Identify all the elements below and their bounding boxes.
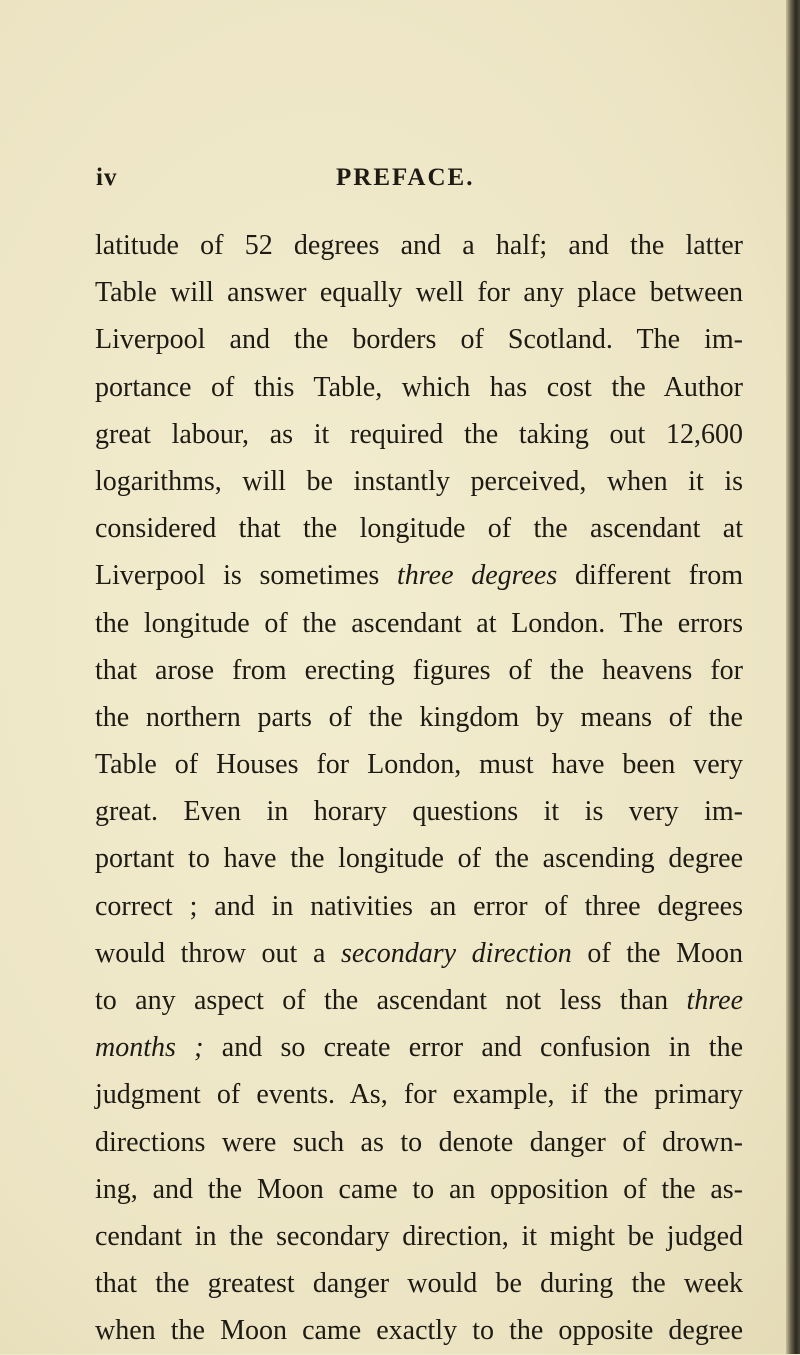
text-line xyxy=(95,458,743,505)
text-segment: to any aspect of the ascendant not less than xyxy=(95,985,687,1016)
text-line xyxy=(95,835,743,882)
text-segment: when the Moon came exactly to the opposite degree xyxy=(95,1315,743,1347)
text-segment: that the greatest danger would be during the week xyxy=(95,1268,743,1300)
page-number: iv xyxy=(96,164,118,191)
text-line xyxy=(95,222,743,269)
text-line xyxy=(95,1166,743,1213)
text-line xyxy=(95,694,743,741)
text-line xyxy=(95,364,743,411)
text-line xyxy=(95,1119,743,1166)
text-line xyxy=(95,552,743,599)
text-line xyxy=(95,411,743,458)
text-segment: correct ; and in nativities an error of three degrees xyxy=(95,890,743,922)
text-segment: different from xyxy=(557,560,744,592)
page-header xyxy=(96,160,736,200)
text-line xyxy=(95,316,743,363)
text-segment: directions were such as to denote danger of drown- xyxy=(95,1126,743,1158)
text-line xyxy=(95,1024,743,1071)
text-segment: Liverpool is sometimes xyxy=(95,560,398,592)
italic-text: three degrees xyxy=(397,560,558,592)
text-line xyxy=(95,600,743,647)
text-segment: of the Moon xyxy=(571,937,743,969)
text-line xyxy=(95,930,743,977)
italic-text: months ; xyxy=(95,1032,204,1064)
text-line xyxy=(95,883,743,930)
text-segment: Liverpool and the borders of Scotland. The im- xyxy=(95,324,743,356)
text-segment: cendant in the secondary direction, it might be judged xyxy=(95,1220,743,1252)
text-line xyxy=(95,505,743,552)
text-line xyxy=(95,1213,743,1260)
text-line xyxy=(95,1071,743,1118)
text-line xyxy=(95,788,743,835)
text-line xyxy=(95,977,743,1024)
text-segment: would throw out a xyxy=(95,937,341,969)
text-segment: considered that the longitude of the ascendant at xyxy=(95,513,743,545)
text-segment: great. Even in horary questions it is very im- xyxy=(95,796,743,828)
text-line xyxy=(95,1260,743,1307)
text-line xyxy=(95,647,743,694)
text-line xyxy=(95,269,743,316)
text-segment: latitude of 52 degrees and a half; and the latter xyxy=(95,230,743,261)
text-line xyxy=(95,1307,743,1354)
text-segment: portance of this Table, which has cost the Author xyxy=(95,371,743,403)
running-head: PREFACE. xyxy=(336,164,475,191)
italic-text: three xyxy=(686,985,743,1016)
text-segment: that arose from erecting figures of the heavens for xyxy=(95,654,743,686)
text-segment: the longitude of the ascendant at London. The errors xyxy=(95,607,743,639)
text-segment: the northern parts of the kingdom by means of the xyxy=(95,701,743,733)
page-edge-shadow xyxy=(786,0,800,1354)
text-segment: and so create error and confusion in the xyxy=(203,1032,743,1064)
text-segment: judgment of events. As, for example, if the primary xyxy=(95,1079,743,1111)
body-text xyxy=(95,222,743,1355)
text-segment: great labour, as it required the taking out 12,600 xyxy=(95,418,743,450)
italic-text: secondary direction xyxy=(340,937,572,969)
text-segment: Table will answer equally well for any place between xyxy=(95,277,743,309)
text-line xyxy=(95,741,743,788)
text-segment: Table of Houses for London, must have been very xyxy=(95,749,743,781)
text-segment: portant to have the longitude of the ascending degree xyxy=(95,843,743,875)
text-segment: ing, and the Moon came to an opposition of the as- xyxy=(95,1173,743,1205)
text-segment: logarithms, will be instantly perceived, when it is xyxy=(95,465,743,497)
